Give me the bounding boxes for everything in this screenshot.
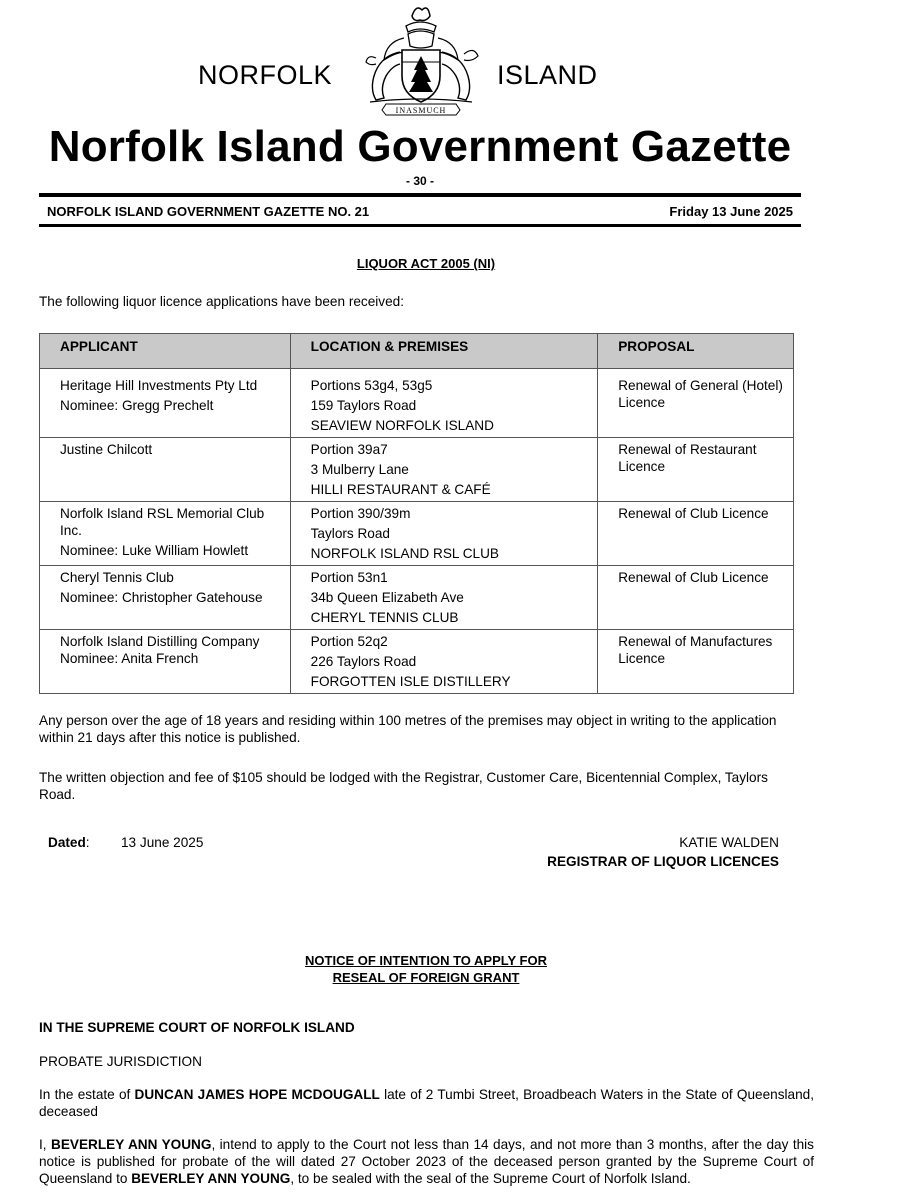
jurisdiction: PROBATE JURISDICTION: [39, 1054, 202, 1069]
table-row: [40, 369, 794, 438]
location-line: Portion 39a7: [310, 442, 388, 457]
estate-paragraph: [39, 1086, 814, 1120]
signatory-title: REGISTRAR OF LIQUOR LICENCES: [547, 854, 779, 869]
column-header-location: LOCATION & PREMISES: [290, 334, 598, 369]
fee-paragraph: The written objection and fee of $105 should be lodged with the Registrar, Customer Care, Bicentennial Complex, Taylors Road.: [39, 770, 768, 802]
applicant-line: Norfolk Island RSL Memorial Club Inc.: [60, 506, 265, 538]
proposal-cell: Renewal of Club Licence: [598, 502, 794, 566]
court-name: IN THE SUPREME COURT OF NORFOLK ISLAND: [39, 1020, 355, 1035]
location-line: NORFOLK ISLAND RSL CLUB: [310, 546, 499, 561]
applicant-line: Justine Chilcott: [60, 442, 153, 457]
location-line: CHERYL TENNIS CLUB: [310, 610, 459, 625]
deceased-name: DUNCAN JAMES HOPE MCDOUGALL: [134, 1087, 380, 1102]
applicant-line: Norfolk Island Distilling Company: [60, 634, 260, 649]
column-header-applicant: APPLICANT: [40, 334, 291, 369]
column-header-proposal: PROPOSAL: [598, 334, 794, 369]
applicant-line: Cheryl Tennis Club: [60, 570, 174, 585]
location-line: Portion 390/39m: [310, 506, 411, 521]
location-line: Portions 53g4, 53g5: [310, 378, 433, 393]
masthead-island: ISLAND: [497, 60, 598, 90]
top-rule: [39, 193, 801, 197]
location-line: 159 Taylors Road: [310, 398, 417, 413]
applicant-cell: [40, 438, 291, 502]
estate-prefix: In the estate of: [39, 1087, 135, 1102]
applicant-line: Nominee: Luke William Howlett: [60, 543, 249, 558]
location-line: 226 Taylors Road: [310, 654, 417, 669]
estate-suffix: late of 2 Tumbi Street, Broadbeach Waters in the State of Queensland, deceased: [39, 1087, 815, 1119]
applicant-line: Nominee: Gregg Prechelt: [60, 398, 214, 413]
intent-paragraph: [39, 1136, 814, 1187]
location-line: Portion 53n1: [310, 570, 388, 585]
coat-of-arms-emblem: [356, 2, 484, 116]
location-line: HILLI RESTAURANT & CAFÉ: [310, 482, 491, 497]
dated-label: Dated: [48, 835, 86, 850]
liquor-intro: The following liquor licence applications have been received:: [39, 294, 404, 309]
intent-prefix: I,: [39, 1137, 51, 1152]
issue-label: NORFOLK ISLAND GOVERNMENT GAZETTE NO. 21: [47, 204, 370, 219]
table-row: [40, 630, 794, 694]
proposal-cell: Renewal of Club Licence: [598, 566, 794, 630]
dated-colon: :: [85, 835, 90, 850]
intent-middle: , intend to apply to the Court not less than 14 days, and not more than 3 months, after the day this notice is published for probate of the will dated 27 October 2023 of the deceased person granted by the Supreme Court of Queensland to: [39, 1137, 814, 1186]
location-cell: [290, 566, 598, 630]
masthead-norfolk: NORFOLK: [198, 60, 333, 90]
location-line: FORGOTTEN ISLE DISTILLERY: [310, 674, 511, 689]
location-line: Portion 52q2: [310, 634, 388, 649]
location-line: 34b Queen Elizabeth Ave: [310, 590, 464, 605]
intent-suffix: , to be sealed with the seal of the Supreme Court of Norfolk Island.: [290, 1171, 691, 1186]
table-header-row: [40, 334, 794, 369]
signatory-name: KATIE WALDEN: [679, 835, 779, 850]
table-row: [40, 502, 794, 566]
location-line: SEAVIEW NORFOLK ISLAND: [310, 418, 494, 433]
applicant-cell: [40, 566, 291, 630]
issue-date: Friday 13 June 2025: [669, 204, 793, 219]
page-number: - 30 -: [405, 174, 434, 188]
location-cell: [290, 630, 598, 694]
proposal-cell: Renewal of Manufactures Licence: [598, 630, 794, 694]
location-cell: [290, 369, 598, 438]
reseal-heading-line1: NOTICE OF INTENTION TO APPLY FOR: [305, 953, 547, 968]
liquor-applications-table: [39, 333, 794, 694]
proposal-cell: Renewal of General (Hotel) Licence: [598, 369, 794, 438]
table-row: [40, 566, 794, 630]
applicant-cell: [40, 369, 291, 438]
applicant-cell: [40, 502, 291, 566]
applicant-line: Heritage Hill Investments Pty Ltd: [60, 378, 258, 393]
liquor-act-heading: LIQUOR ACT 2005 (NI): [356, 256, 496, 271]
location-cell: [290, 502, 598, 566]
bottom-rule: [39, 224, 801, 227]
gazette-title: Norfolk Island Government Gazette: [48, 122, 792, 171]
applicant-line: Nominee: Anita French: [60, 651, 199, 666]
location-line: 3 Mulberry Lane: [310, 462, 409, 477]
proposal-cell: Renewal of Restaurant Licence: [598, 438, 794, 502]
location-line: Taylors Road: [310, 526, 390, 541]
reseal-heading-line2: RESEAL OF FOREIGN GRANT: [332, 970, 520, 985]
dated-value: 13 June 2025: [121, 835, 204, 850]
grantee-name: BEVERLEY ANN YOUNG: [131, 1171, 291, 1186]
crest-motto: INASMUCH: [395, 106, 447, 115]
applicant-line: Nominee: Christopher Gatehouse: [60, 590, 263, 605]
dated-block: [48, 835, 90, 850]
applicant-name: BEVERLEY ANN YOUNG: [51, 1137, 212, 1152]
applicant-cell: [40, 630, 291, 694]
location-cell: [290, 438, 598, 502]
table-row: [40, 438, 794, 502]
objection-paragraph: Any person over the age of 18 years and residing within 100 metres of the premises may object in writing to the application within 21 days after this notice is published.: [39, 713, 777, 745]
